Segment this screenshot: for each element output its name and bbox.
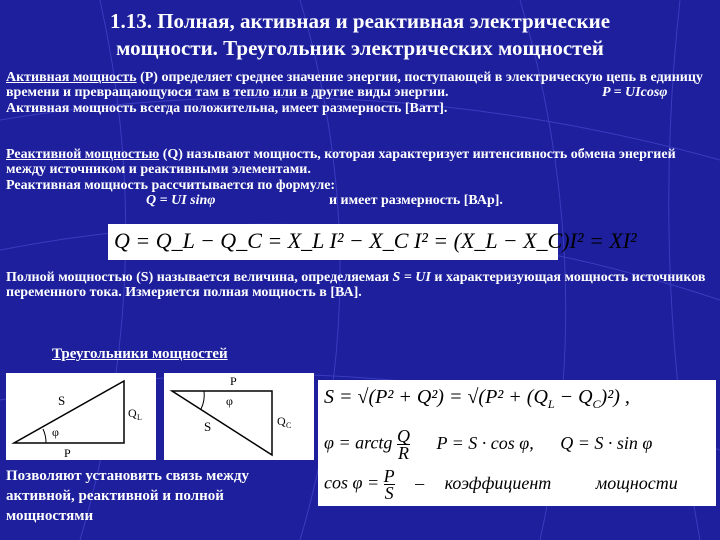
t1-hyp-label: S	[58, 393, 66, 408]
full-power-text-1: Полной мощностью (S) называется величина, определяемая	[6, 270, 393, 285]
formula-cos: cos φ =	[324, 472, 384, 493]
formula-row-1	[324, 386, 630, 412]
t1-angle-label: φ	[52, 425, 59, 439]
full-power-formula: S = UI	[392, 270, 431, 285]
formula-row-3	[324, 468, 678, 501]
triangle-inductive-diagram	[6, 373, 156, 460]
title-line-2: мощности. Треугольник электрических мощностей	[116, 36, 604, 60]
reactive-formula: Q = Q_L − Q_C = X_L I² − X_C I² = (X_L − X_C)I² = XI²	[114, 228, 637, 253]
closing-text: Позволяют установить связь между активной, реактивной и полной мощностями	[6, 468, 249, 524]
formula-p: P = S · cos φ,	[436, 432, 534, 453]
active-power-paragraph	[6, 70, 718, 116]
active-power-positive: Активная мощность всегда положительна, имеет размерность [Ватт].	[6, 100, 448, 116]
formula-s-part3: )²) ,	[600, 386, 630, 408]
formula-phi-fraction	[397, 428, 410, 461]
power-formulas-box	[318, 380, 716, 506]
reactive-formula-box	[108, 224, 637, 260]
triangle-capacitive-diagram	[164, 373, 314, 460]
reactive-power-calc: Реактивная мощность рассчитывается по формуле:	[6, 177, 336, 193]
reactive-power-dimension: и имеет размерность [ВАр].	[328, 193, 503, 209]
reactive-power-formula: Q = UI sinφ	[146, 193, 216, 209]
formula-s-sub-c: C	[592, 397, 601, 411]
formula-word-power: мощности	[595, 472, 678, 493]
formula-s-sub-l: L	[547, 397, 555, 411]
active-power-desc: (P) определяет среднее значение энергии, поступающей в электрическую цепь в единицу времени и превращающуюся там в тепло или в другие виды энергии.	[6, 70, 703, 101]
page-title	[0, 8, 720, 62]
formula-row-2	[324, 428, 652, 461]
formula-word-coefficient: коэффициент	[444, 472, 552, 493]
formula-s-part2: − Q	[554, 386, 593, 408]
t2-hyp-label: S	[204, 419, 212, 434]
reactive-power-term: Реактивной мощностью	[6, 147, 160, 162]
t1-side-label: Q	[128, 406, 137, 420]
t1-base-label: P	[64, 446, 71, 460]
formula-dash: –	[415, 472, 425, 493]
formula-phi: φ = arctg	[324, 432, 397, 453]
full-power-text-2: и характеризующая мощность источников переменного тока. Измеряется полная мощность в [ВА].	[6, 270, 706, 301]
active-power-formula: P = UIcosφ	[602, 85, 668, 101]
triangles-heading: Треугольники мощностей	[52, 346, 228, 362]
formula-q: Q = S · sin φ	[560, 432, 653, 453]
fraction-den-s: S	[384, 483, 394, 503]
triangle-inductive-box	[6, 373, 156, 460]
fraction-den-r: R	[397, 443, 409, 463]
formula-s-part1: S = √(P² + Q²) = √(P² + (Q	[324, 386, 548, 408]
t1-side-sub: L	[137, 413, 142, 422]
fraction-num-p: P	[383, 466, 395, 486]
title-line-1: 1.13. Полная, активная и реактивная электрические	[109, 9, 611, 33]
triangle-capacitive-box	[164, 373, 314, 460]
t2-top-label: P	[230, 374, 237, 388]
fraction-num-q: Q	[396, 426, 410, 446]
reactive-power-paragraph	[6, 147, 718, 209]
t2-angle-label: φ	[226, 394, 233, 408]
t2-side-sub: C	[286, 421, 292, 430]
t2-side-label: Q	[277, 414, 286, 428]
reactive-power-desc: (Q) называют мощность, которая характеризует интенсивность обмена энергией между источником и реактивными элементами.	[6, 147, 676, 178]
full-power-paragraph	[6, 270, 718, 301]
formula-cos-fraction	[384, 468, 395, 501]
active-power-term: Активная мощность	[6, 70, 137, 85]
